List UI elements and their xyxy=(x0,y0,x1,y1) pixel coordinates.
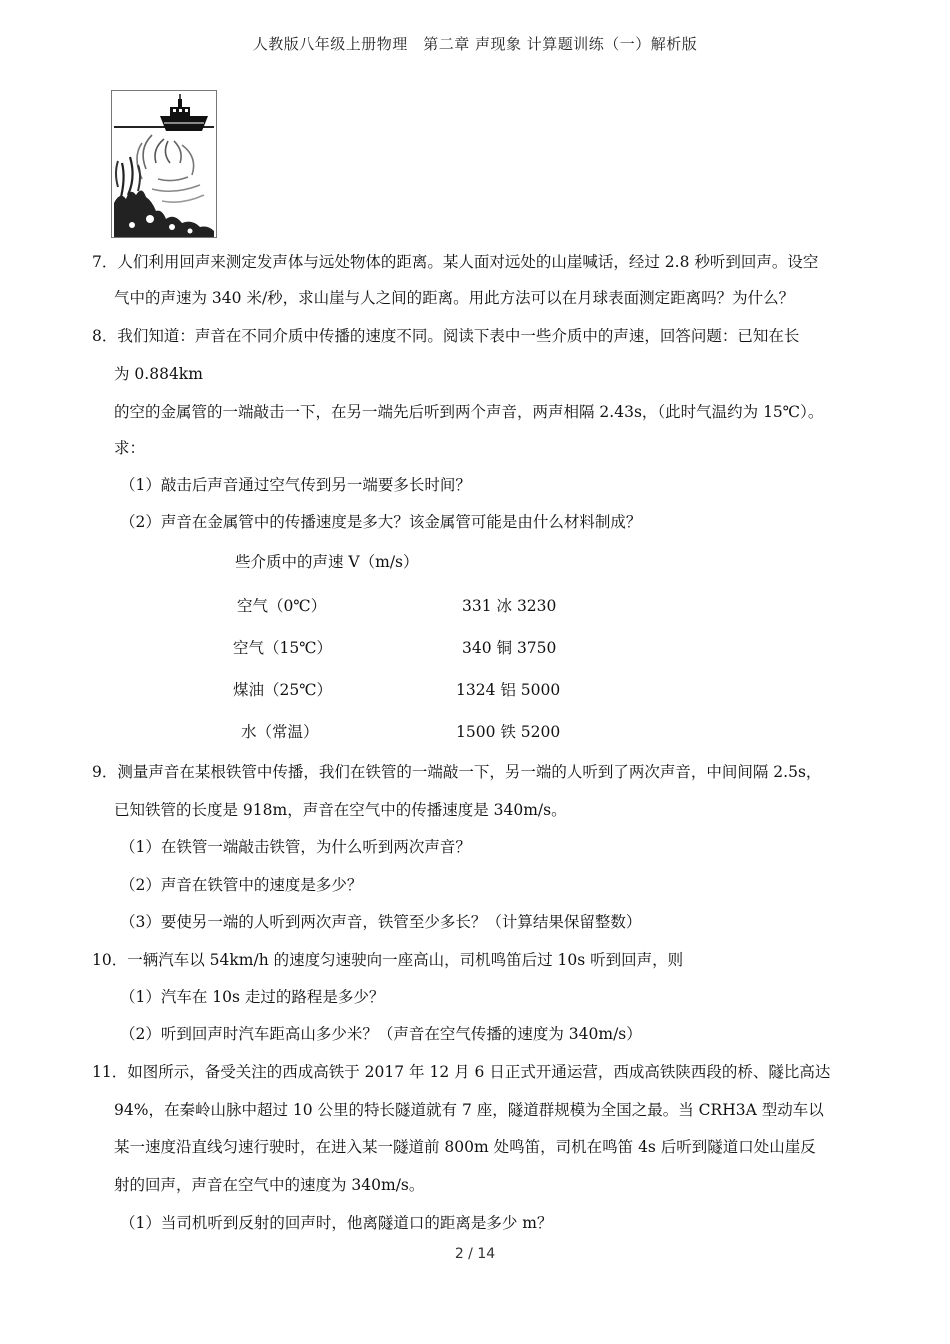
q7-line-2: 气中的声速为 340 米/秒，求山崖与人之间的距离。用此方法可以在月球表面测定距离吗？为什么？ xyxy=(114,289,795,307)
q11-number: 11． xyxy=(92,1063,128,1081)
q8-sub-1: （1）敲击后声音通过空气传到另一端要多长时间？ xyxy=(120,476,471,494)
q9-line-2: 已知铁管的长度是 918m，声音在空气中的传播速度是 340m/s。 xyxy=(114,801,567,819)
q9-number: 9． xyxy=(92,763,118,781)
q11-line-2: 94%，在秦岭山脉中超过 10 公里的特长隧道就有 7 座，隧道群规模为全国之最。当 CRH3A 型动车以 xyxy=(114,1101,824,1119)
q10-text-1: 一辆汽车以 54km/h 的速度匀速驶向一座高山，司机鸣笛后过 10s 听到回声，则 xyxy=(127,951,684,969)
q8-line-1 xyxy=(92,324,799,346)
q8-sub-2: （2）声音在金属管中的传播速度是多大？该金属管可能是由什么材料制成？ xyxy=(120,513,642,531)
q11-line-1 xyxy=(92,1060,830,1082)
q11-sub-1: （1）当司机听到反射的回声时，他离隧道口的距离是多少 m？ xyxy=(120,1214,553,1232)
table-medium-2: 空气（15℃） xyxy=(233,639,333,657)
q10-line-1 xyxy=(92,948,683,970)
q8-line-2: 为 0.884km xyxy=(114,365,203,383)
q11-line-3: 某一速度沿直线匀速行驶时，在进入某一隧道前 800m 处鸣笛，司机在鸣笛 4s 后听到隧道口处山崖反 xyxy=(114,1138,816,1156)
q9-sub-2: （2）声音在铁管中的速度是多少？ xyxy=(120,876,363,894)
table-value-4: 1500 铁 5200 xyxy=(456,723,561,741)
table-medium-4: 水（常温） xyxy=(241,723,319,741)
table-value-2: 340 铜 3750 xyxy=(462,639,557,657)
q7-number: 7． xyxy=(92,253,118,271)
table-value-3: 1324 铝 5000 xyxy=(456,681,561,699)
table-medium-1: 空气（0℃） xyxy=(237,597,327,615)
q10-number: 10． xyxy=(92,951,128,969)
q10-sub-1: （1）汽车在 10s 走过的路程是多少？ xyxy=(120,988,385,1006)
q7-text-1: 人们利用回声来测定发声体与远处物体的距离。某人面对远处的山崖喊话，经过 2.8 秒听到回声。设空 xyxy=(117,253,819,271)
q8-text-1: 我们知道：声音在不同介质中传播的速度不同。阅读下表中一些介质中的声速，回答问题：已知在长 xyxy=(117,327,800,345)
ship-sonar-illustration-icon xyxy=(112,91,216,237)
table-title: 些介质中的声速 V（m/s） xyxy=(235,553,419,571)
q9-line-1 xyxy=(92,760,821,782)
q10-sub-2: （2）听到回声时汽车距高山多少米？（声音在空气传播的速度为 340m/s） xyxy=(120,1025,642,1043)
q8-line-4: 求： xyxy=(114,439,146,457)
q8-number: 8． xyxy=(92,327,118,345)
q9-sub-3: （3）要使另一端的人听到两次声音，铁管至少多长？（计算结果保留整数） xyxy=(120,913,642,931)
page-header: 人教版八年级上册物理 第二章 声现象 计算题训练（一）解析版 xyxy=(252,35,698,53)
q8-line-3: 的空的金属管的一端敲击一下，在另一端先后听到两个声音，两声相隔 2.43s，（此时气温约为 15℃）。 xyxy=(114,403,824,421)
table-value-1: 331 冰 3230 xyxy=(462,597,557,615)
q11-line-4: 射的回声，声音在空气中的速度为 340m/s。 xyxy=(114,1176,425,1194)
table-medium-3: 煤油（25℃） xyxy=(233,681,333,699)
ship-sonar-figure xyxy=(111,90,217,238)
q11-text-1: 如图所示，备受关注的西成高铁于 2017 年 12 月 6 日正式开通运营，西成高铁陕西段的桥、隧比高达 xyxy=(127,1063,831,1081)
q9-text-1: 测量声音在某根铁管中传播，我们在铁管的一端敲一下，另一端的人听到了两次声音，中间间隔 2.5s， xyxy=(117,763,822,781)
q9-sub-1: （1）在铁管一端敲击铁管，为什么听到两次声音？ xyxy=(120,838,471,856)
page-number: 2 / 14 xyxy=(454,1246,496,1262)
q7-line-1 xyxy=(92,250,818,272)
